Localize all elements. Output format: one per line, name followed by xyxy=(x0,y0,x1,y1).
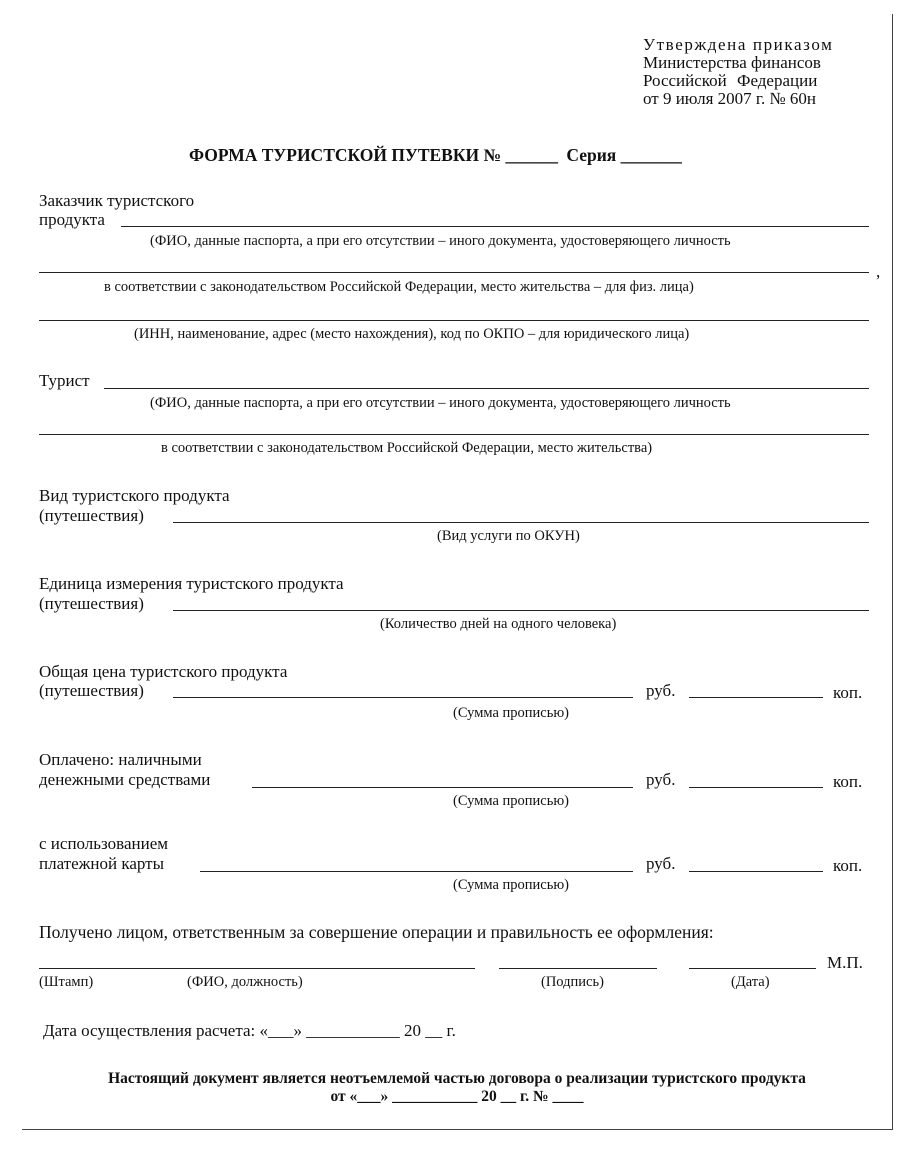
paid-card-label-1: с использованием xyxy=(39,834,169,853)
form-number-blank: ______ xyxy=(505,145,558,165)
paid-card-rub-line[interactable] xyxy=(200,871,633,872)
total-price-caption: (Сумма прописью) xyxy=(453,705,569,721)
paid-card-kop: коп. xyxy=(833,856,863,875)
customer-caption-1: (ФИО, данные паспорта, а при его отсутствии – иного документа, удостоверяющего личность xyxy=(150,233,731,249)
customer-caption-3: (ИНН, наименование, адрес (место нахождения), код по ОКПО – для юридического лица) xyxy=(134,326,690,342)
series-label: Серия xyxy=(566,145,617,165)
approval-line-3: Российской Федерации xyxy=(643,71,818,90)
approval-block xyxy=(643,36,833,108)
fio-caption: (ФИО, должность) xyxy=(187,974,303,990)
tourist-label: Турист xyxy=(39,371,90,390)
paid-card-rub: руб. xyxy=(646,854,676,873)
paid-cash-rub-line[interactable] xyxy=(252,787,633,788)
total-price-kop: коп. xyxy=(833,683,863,702)
product-type-label-2: (путешествия) xyxy=(39,506,144,525)
customer-field-line-3[interactable] xyxy=(39,320,869,321)
unit-label-1: Единица измерения туристского продукта xyxy=(39,574,344,593)
total-price-rub-line[interactable] xyxy=(173,697,633,698)
paid-cash-rub: руб. xyxy=(646,770,676,789)
received-stamp-line[interactable] xyxy=(39,968,475,969)
paid-cash-caption: (Сумма прописью) xyxy=(453,793,569,809)
product-type-field-line[interactable] xyxy=(173,522,869,523)
signature-caption: (Подпись) xyxy=(541,974,604,990)
total-price-kop-line[interactable] xyxy=(689,697,823,698)
approval-line-2: Министерства финансов xyxy=(643,53,821,72)
total-price-rub: руб. xyxy=(646,681,676,700)
paid-cash-kop: коп. xyxy=(833,772,863,791)
settlement-date: Дата осуществления расчета: «___» ___________ 20 __ г. xyxy=(43,1021,456,1040)
footer-line-2: от «___» ___________ 20 __ г. № ____ xyxy=(330,1088,584,1105)
customer-label-1: Заказчик туристского xyxy=(39,191,195,210)
unit-field-line[interactable] xyxy=(173,610,869,611)
received-signature-line[interactable] xyxy=(499,968,657,969)
mp-label: М.П. xyxy=(827,953,863,972)
tourist-caption-1: (ФИО, данные паспорта, а при его отсутствии – иного документа, удостоверяющего личность xyxy=(150,395,731,411)
tourist-field-line[interactable] xyxy=(104,388,869,389)
approval-line-4: от 9 июля 2007 г. № 60н xyxy=(643,89,817,108)
unit-caption: (Количество дней на одного человека) xyxy=(380,616,617,632)
product-type-caption: (Вид услуги по ОКУН) xyxy=(437,528,580,544)
form-title-text: ФОРМА ТУРИСТСКОЙ ПУТЕВКИ № xyxy=(189,145,502,165)
paid-card-label-2: платежной карты xyxy=(39,854,165,873)
product-type-label-1: Вид туристского продукта xyxy=(39,486,230,505)
total-price-label-1: Общая цена туристского продукта xyxy=(39,662,288,681)
received-date-line[interactable] xyxy=(689,968,816,969)
page-frame xyxy=(22,14,893,1130)
customer-comma: , xyxy=(876,262,881,281)
unit-label-2: (путешествия) xyxy=(39,594,144,613)
tourist-field-line-2[interactable] xyxy=(39,434,869,435)
customer-field-line[interactable] xyxy=(121,226,869,227)
footer-line-1: Настоящий документ является неотъемлемой частью договора о реализации туристского продукта xyxy=(108,1070,806,1087)
customer-field-line-2[interactable] xyxy=(39,272,869,273)
stamp-caption: (Штамп) xyxy=(39,974,94,990)
paid-cash-label-1: Оплачено: наличными xyxy=(39,750,202,769)
tourist-caption-2: в соответствии с законодательством Российской Федерации, место жительства) xyxy=(161,440,653,456)
paid-cash-kop-line[interactable] xyxy=(689,787,823,788)
date-caption: (Дата) xyxy=(731,974,770,990)
paid-card-kop-line[interactable] xyxy=(689,871,823,872)
approval-line-1: Утверждена приказом xyxy=(643,35,834,54)
customer-label-2: продукта xyxy=(39,210,105,229)
paid-card-caption: (Сумма прописью) xyxy=(453,877,569,893)
total-price-label-2: (путешествия) xyxy=(39,681,144,700)
series-blank: _______ xyxy=(620,145,682,165)
customer-caption-2: в соответствии с законодательством Российской Федерации, место жительства – для физ. лица) xyxy=(104,279,694,295)
form-title xyxy=(189,145,682,166)
paid-cash-label-2: денежными средствами xyxy=(39,770,211,789)
received-text: Получено лицом, ответственным за совершение операции и правильность ее оформления: xyxy=(39,922,714,942)
